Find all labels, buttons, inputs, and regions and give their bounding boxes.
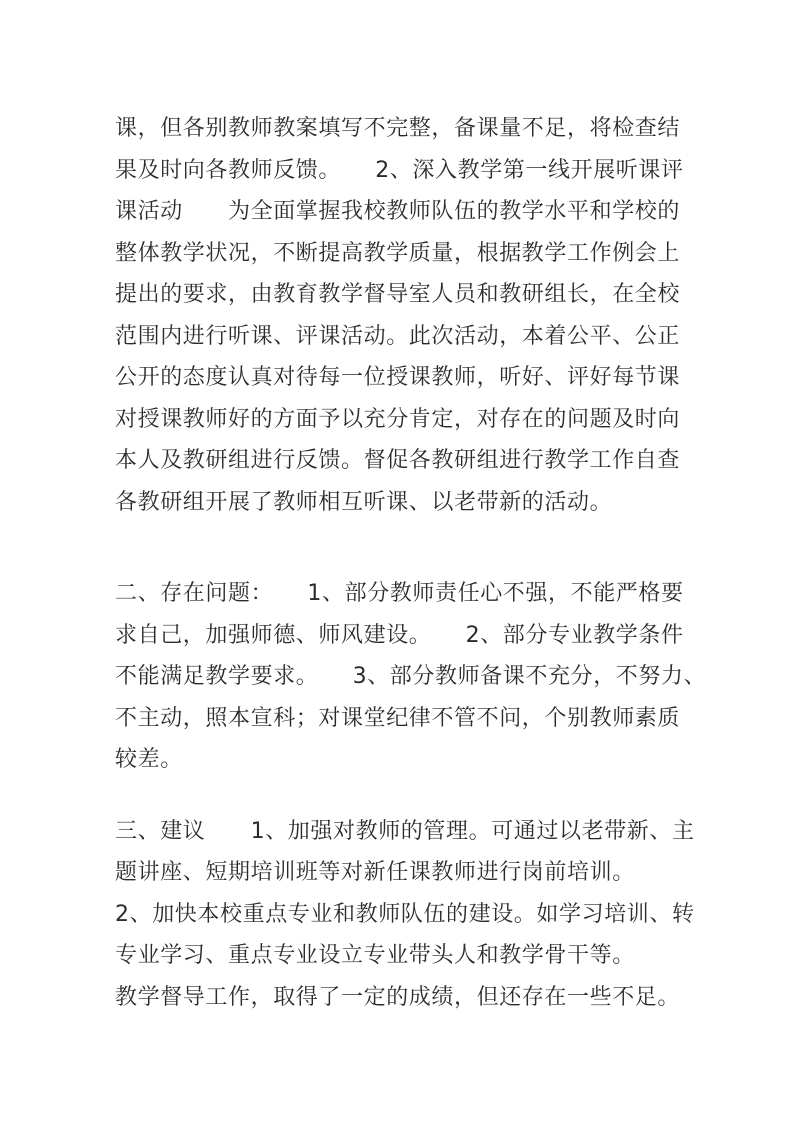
document-line: 公开的态度认真对待每一位授课教师，听好、评好每节课: [115, 365, 681, 390]
document-line: 专业学习、重点专业设立专业带头人和教学骨干等。: [115, 943, 635, 968]
document-line: 提出的要求，由教育教学督导室人员和教研组长，在全校: [115, 282, 681, 307]
document-line: 课活动 为全面掌握我校教师队伍的教学水平和学校的: [115, 199, 681, 224]
document-line: 整体教学状况，不断提高教学质量，根据教学工作例会上: [115, 240, 681, 266]
document-line: 题讲座、短期培训班等对新任课教师进行岗前培训。: [115, 860, 635, 885]
document-line: 二、存在问题： 1、部分教师责任心不强，不能严格要: [115, 581, 684, 606]
document-line: 较差。: [115, 747, 183, 772]
paragraph-existing-problems: [115, 573, 707, 781]
document-line: 果及时向各教师反馈。 2、深入教学第一线开展听课评: [115, 157, 684, 183]
document-line: 不能满足教学要求。 3、部分教师备课不充分，不努力、: [115, 664, 707, 689]
document-line: 本人及教研组进行反馈。督促各教研组进行教学工作自查: [115, 448, 681, 473]
document-line: 三、建议 1、加强对教师的管理。可通过以老带新、主: [115, 818, 695, 844]
document-line: 2、加快本校重点专业和教师队伍的建设。如学习培训、转: [115, 901, 695, 927]
paragraph-work-summary: [115, 108, 703, 523]
document-line: 求自己，加强师德、师风建设。 2、部分专业教学条件: [115, 622, 684, 648]
document-line: 范围内进行听课、评课活动。此次活动，本着公平、公正: [115, 323, 681, 349]
document-line: 各教研组开展了教师相互听课、以老带新的活动。: [115, 489, 613, 515]
document-line: 不主动，照本宣科；对课堂纪律不管不问，个别教师素质: [115, 705, 681, 731]
document-line: 课，但各别教师教案填写不完整，备课量不足，将检查结: [115, 116, 681, 141]
document-line: 对授课教师好的方面予以充分肯定，对存在的问题及时向: [115, 406, 681, 432]
document-line: 教学督导工作，取得了一定的成绩，但还存在一些不足。: [115, 984, 681, 1010]
paragraph-suggestions: [115, 811, 703, 1019]
